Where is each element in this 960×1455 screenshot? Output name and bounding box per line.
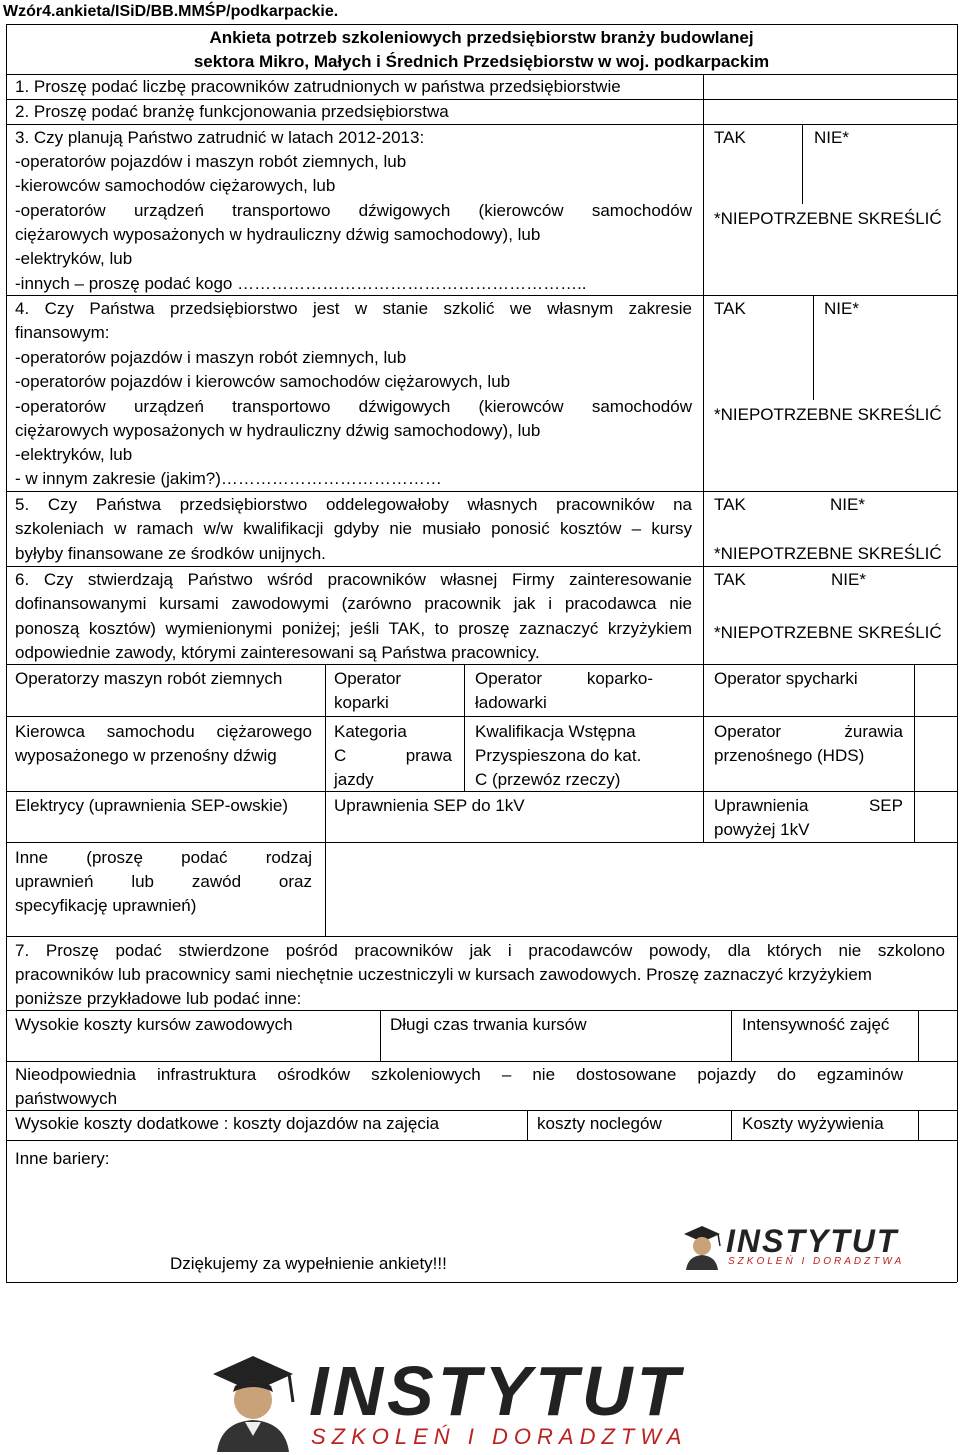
survey-title-line1: Ankieta potrzeb szkoleniowych przedsiębiorstw branży budowlanej [209, 28, 754, 47]
cell-backhoe-operator[interactable]: Operator koparko- [475, 669, 653, 688]
q3-no-option[interactable]: NIE* [814, 128, 849, 147]
q5-yes-option[interactable]: TAK [714, 495, 746, 514]
cell-other-qualifications[interactable]: Inne (proszę podać rodzaj [15, 848, 312, 867]
q4-no-option[interactable]: NIE* [824, 299, 859, 318]
logo-small-sub: SZKOLEŃ I DORADZTWA [728, 1256, 905, 1267]
barrier-course-costs[interactable]: Wysokie koszty kursów zawodowych [15, 1015, 293, 1034]
barrier-infrastructure[interactable]: Nieodpowiednia infrastruktura ośrodków szkoleniowych – nie dostosowane pojazdy do egzaminów [15, 1065, 903, 1084]
barrier-lodging-costs[interactable]: koszty noclegów [537, 1114, 662, 1133]
institute-logo-small [680, 1224, 920, 1272]
q6-note: *NIEPOTRZEBNE SKREŚLIĆ [714, 623, 942, 642]
survey-page: Wzór4.ankieta/ISiD/BB.MMŚP/podkarpackie. Ankieta potrzeb szkoleniowych przedsiębiorstw branży budowlanej sektora Mikro, Małych i Średnich Przedsiębiorstw w woj. podkarpackim 1. Proszę podać liczbę pracowników zatrudnionych w państwa przedsiębiorstwie 2. Proszę podać branżę funkcjonowania przedsiębiorstwa 3. Czy planują Państwo zatrudnić w latach 2012-2013: -operatorów pojazdów i maszyn robót ziemnych, lub -kierowców samochodów ciężarowych, lub -operatorów urządzeń transportowo dźwigowych (kierowców samochodów ciężarowych wyposażonych w hydrauliczny dźwig samochodowy), lub -elektryków, lub -innych – proszę podać kogo …………………………………………………….. TAK NIE* *NIEPOTRZEBNE SKREŚLIĆ 4. Czy Państwa przedsiębiorstwo jest w stanie szkolić we własnym zakresie finansowym: -operatorów pojazdów i maszyn robót ziemnych, lub -operatorów pojazdów i kierowców samochodów ciężarowych, lub -operatorów urządzeń transportowo dźwigowych (kierowców samochodów ciężarowych wyposażonych w hydrauliczny dźwig samochodowy), lub -elektryków, lub - w innym zakresie (jakim?)………………………………… TAK NIE* *NIEPOTRZEBNE SKREŚLIĆ 5. Czy Państwa przedsiębiorstwo oddelegowałoby własnych pracowników na szkoleniach w ramach w/w kwalifikacji gdyby nie musiało ponosić kosztów – kursy byłyby finansowane ze środków unijnych. TAK NIE* *NIEPOTRZEBNE SKREŚLIĆ 6. Czy stwierdzają Państwo wśród pracowników własnej Firmy zainteresowanie dofinansowanymi kursami zawodowymi (zarówno pracownik jak i pracodawca nie ponoszą kosztów) wymienionymi poniżej; jeśli TAK, to proszę zaznaczyć krzyżykiem odpowiednie zawody, którymi zainteresowani są Państwa pracownicy. TAK NIE* *NIEPOTRZEBNE SKREŚLIĆ Operatorzy maszyn robót ziemnych Operator koparki Operator koparko- ładowarki Operator spycharki Kierowca samochodu ciężarowego wyposażonego w przenośny dźwig Kategoria C prawa jazdy Kwalifikacja Wstępna Przyspieszona do kat. C (przewóz rzeczy) Operator żurawia przenośnego (HDS) Elektrycy (uprawnienia SEP-owskie) Uprawnienia SEP do 1kV Uprawnienia SEP powyżej 1kV Inne (proszę podać rodzaj uprawnień lub zawód oraz specyfikację uprawnień) 7. Proszę podać stwierdzone pośród pracowników jak i pracodawców powody, dla których nie szkolono pracowników lub pracownicy sami niechętnie uczestniczyli w kursach zawodowych. Proszę zaznaczyć krzyżykiem poniższe przykładowe lub podać inne: Wysokie koszty kursów zawodowych Długi czas trwania kursów Intensywność zajęć Nieodpowiednia infrastruktura ośrodków szkoleniowych – nie dostosowane pojazdy do egzaminów państwowych Wysokie koszty dodatkowe : koszty dojazdów na zajęcia koszty noclegów Koszty wyżywienia Inne bariery: Dziękujemy za wypełnienie ankiety!!! INSTYTUT SZKOLEŃ I DORADZTWA INSTYTUT SZKOLEŃ I DORADZTWA [0, 0, 960, 1455]
q6-yes-option[interactable]: TAK [714, 570, 746, 589]
q3-yes-option[interactable]: TAK [714, 128, 746, 147]
institute-logo-large [205, 1352, 725, 1452]
graduate-mascot-icon [680, 1224, 724, 1270]
q3-note: *NIEPOTRZEBNE SKREŚLIĆ [714, 209, 942, 228]
barrier-meal-costs[interactable]: Koszty wyżywienia [742, 1114, 884, 1133]
cell-sep-1kv[interactable]: Uprawnienia SEP do 1kV [334, 796, 525, 815]
barrier-other[interactable]: Inne bariery: [15, 1149, 110, 1168]
cell-license-c[interactable]: Kategoria [334, 722, 407, 741]
cell-sep-above-1kv[interactable]: Uprawnienia SEP [714, 796, 903, 815]
logo-large-word: INSTYTUT [309, 1352, 684, 1430]
thanks-message: Dziękujemy za wypełnienie ankiety!!! [170, 1254, 447, 1273]
q4-yes-option[interactable]: TAK [714, 299, 746, 318]
cell-electricians[interactable]: Elektrycy (uprawnienia SEP-owskie) [15, 796, 289, 815]
q4-note: *NIEPOTRZEBNE SKREŚLIĆ [714, 405, 942, 424]
q5-note: *NIEPOTRZEBNE SKREŚLIĆ [714, 544, 942, 563]
graduate-mascot-icon [205, 1352, 301, 1452]
q5-no-option[interactable]: NIE* [830, 495, 865, 514]
form-code: Wzór4.ankieta/ISiD/BB.MMŚP/podkarpackie. [3, 3, 339, 20]
cell-bulldozer-operator[interactable]: Operator spycharki [714, 669, 858, 688]
cell-earthmoving-operators[interactable]: Operatorzy maszyn robót ziemnych [15, 669, 283, 688]
logo-large-sub: SZKOLEŃ I DORADZTWA [311, 1424, 688, 1449]
q6-no-option[interactable]: NIE* [831, 570, 866, 589]
barrier-travel-costs[interactable]: Wysokie koszty dodatkowe : koszty dojazdów na zajęcia [15, 1114, 440, 1133]
survey-title-line2: sektora Mikro, Małych i Średnich Przedsiębiorstw w woj. podkarpackim [193, 52, 770, 71]
question-1: 1. Proszę podać liczbę pracowników zatrudnionych w państwa przedsiębiorstwie [15, 77, 621, 96]
barrier-course-duration[interactable]: Długi czas trwania kursów [390, 1015, 587, 1034]
logo-small-word: INSTYTUT [726, 1223, 899, 1259]
question-2: 2. Proszę podać branżę funkcjonowania przedsiębiorstwa [15, 102, 449, 121]
cell-truck-driver-crane[interactable]: Kierowca samochodu ciężarowego [15, 722, 312, 741]
cell-initial-qualification[interactable]: Kwalifikacja Wstępna [475, 722, 636, 741]
cell-hds-crane-operator[interactable]: Operator żurawia [714, 722, 903, 741]
barrier-intensity[interactable]: Intensywność zajęć [742, 1015, 890, 1034]
cell-excavator-operator[interactable]: Operator [334, 669, 402, 688]
